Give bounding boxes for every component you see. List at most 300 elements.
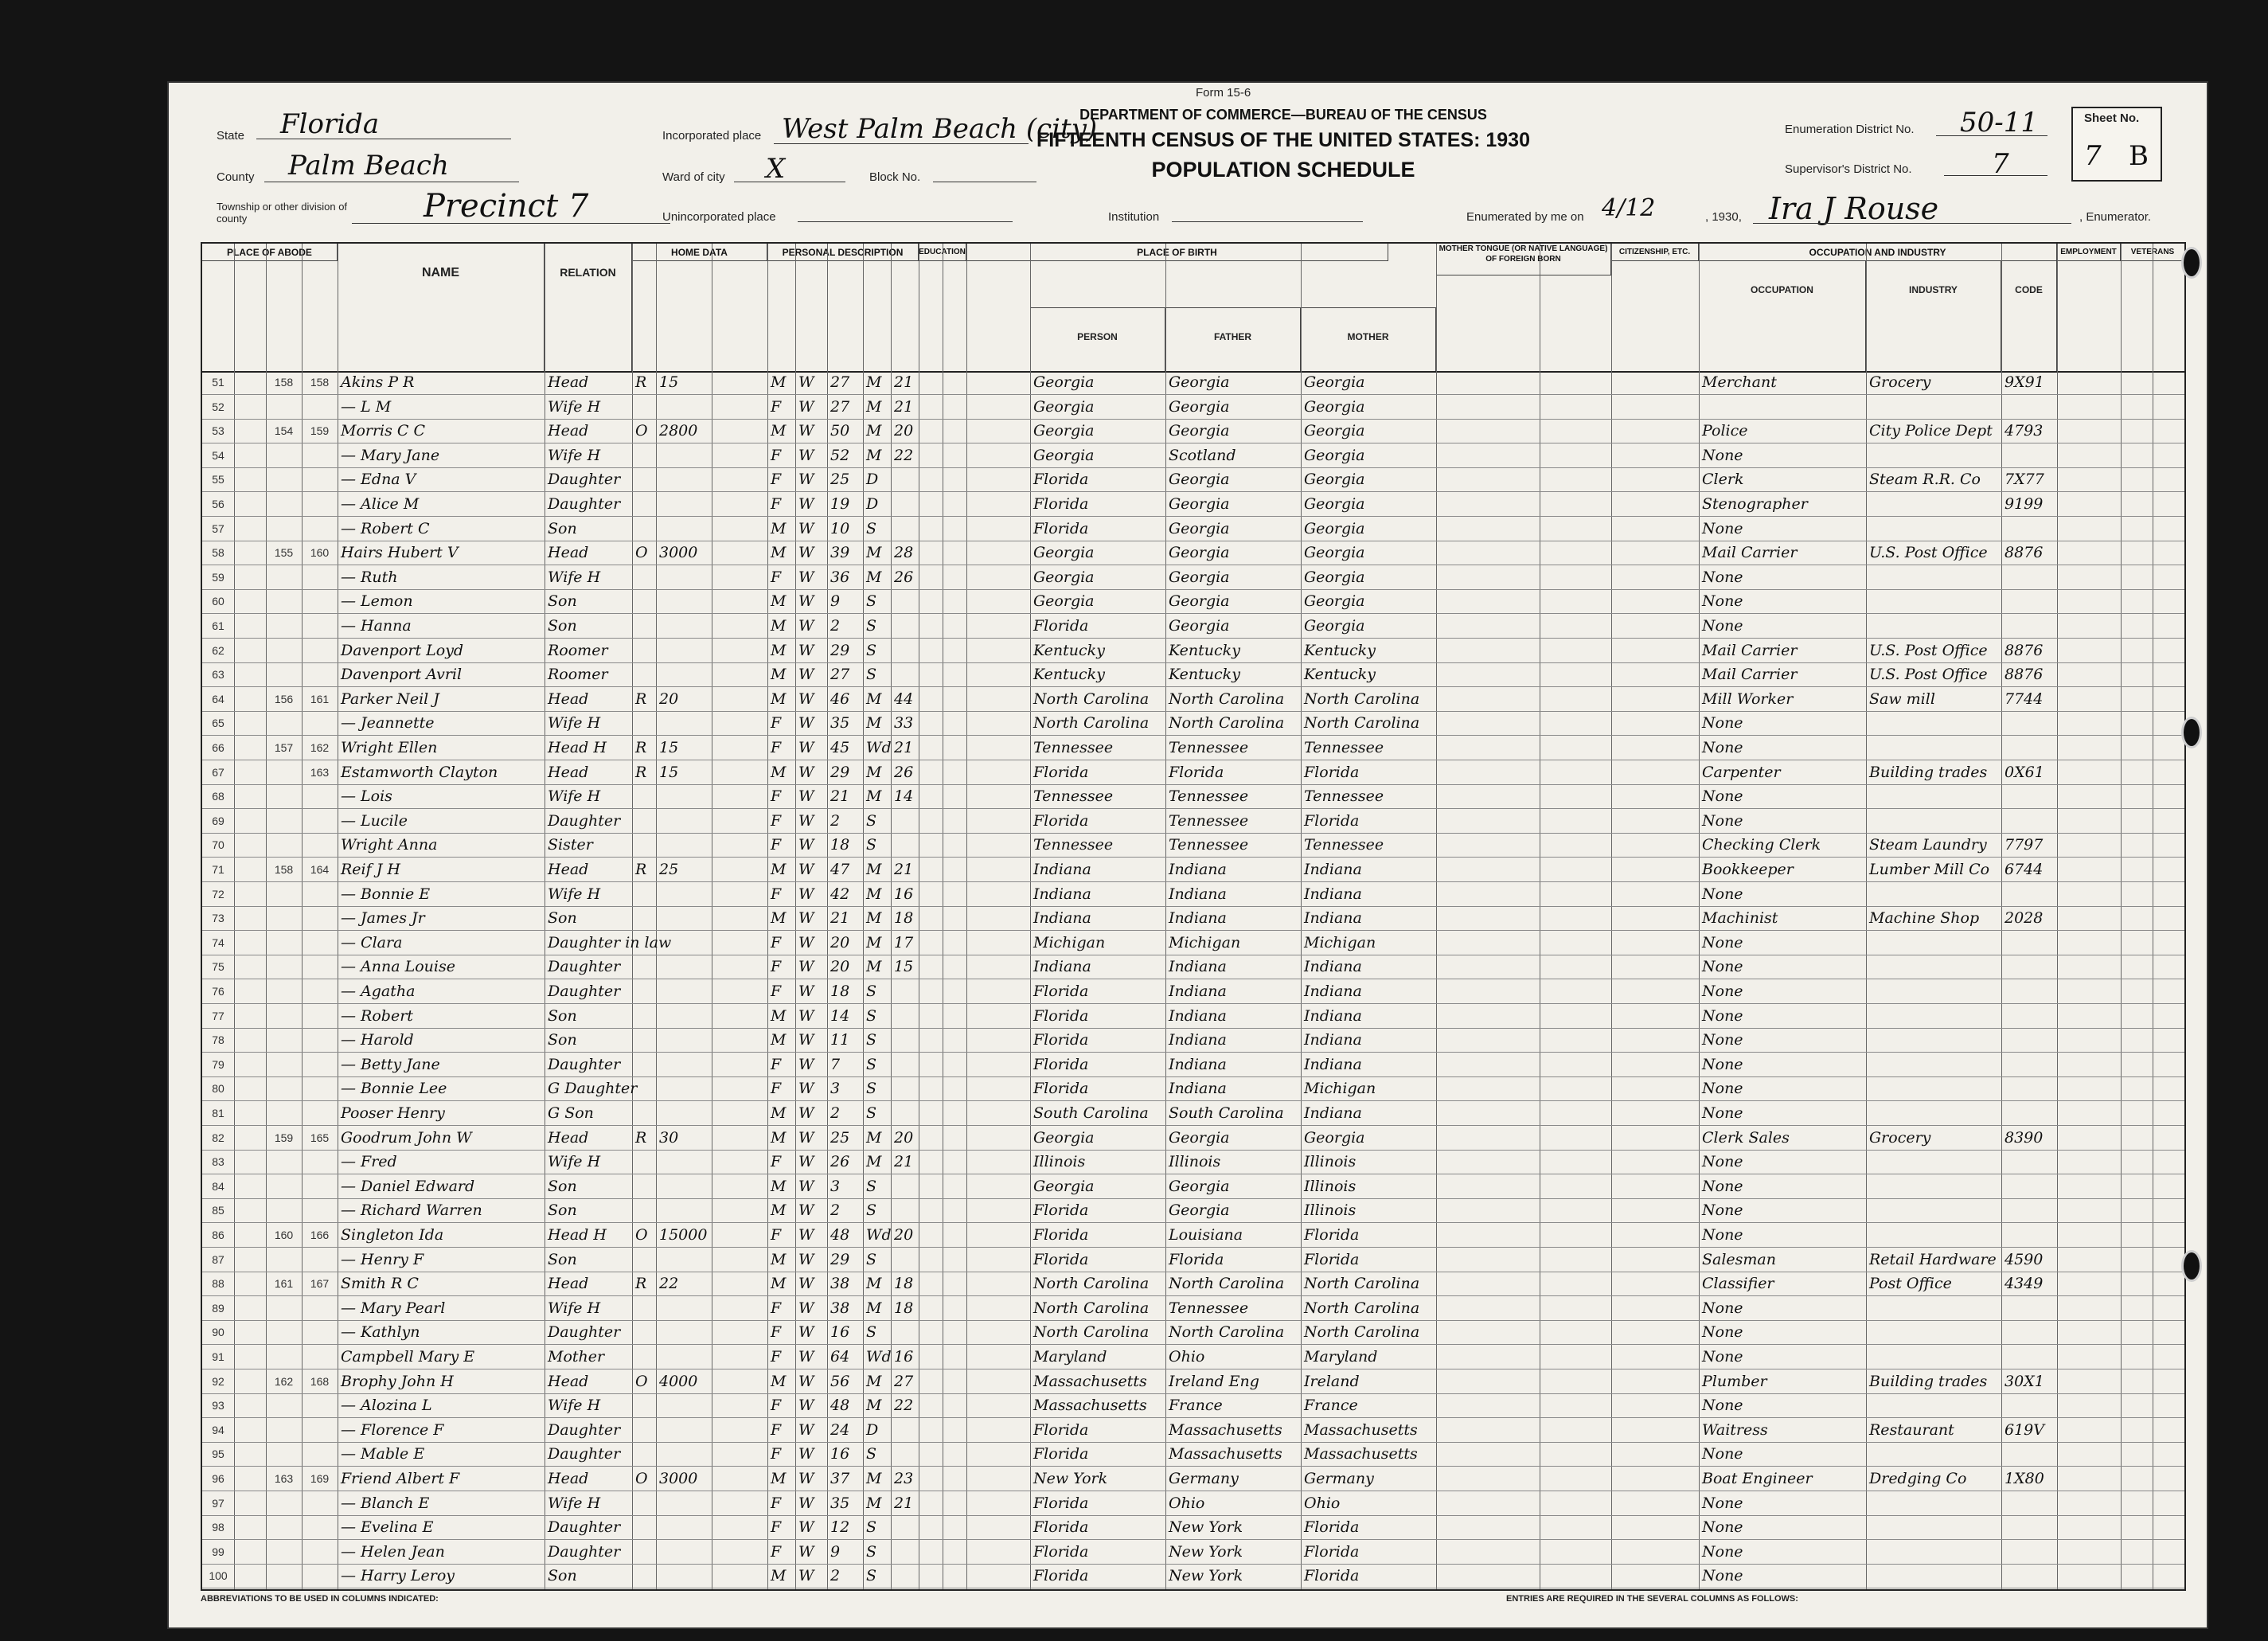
table-row — [202, 1077, 2184, 1101]
cell-agem: 20 — [894, 1128, 914, 1147]
cell-occ: None — [1702, 739, 1743, 756]
cell-age: 35 — [830, 714, 850, 733]
cell-ind: U.S. Post Office — [1869, 641, 1988, 659]
grid-header — [202, 244, 2184, 373]
cell-name: Pooser Henry — [341, 1104, 445, 1122]
cell-agem — [894, 1541, 919, 1564]
cell-fam — [302, 1029, 338, 1052]
cell-name: — Clara — [341, 933, 403, 951]
cell-age: 37 — [830, 1470, 850, 1487]
township-value: Precinct 7 — [424, 188, 589, 225]
cell-dwell — [266, 590, 302, 613]
cell-marital: S — [866, 1542, 877, 1561]
cell-ind: Steam Laundry — [1869, 836, 1987, 854]
cell-age: 24 — [830, 1420, 850, 1439]
cell-mpob: Georgia — [1304, 446, 1365, 464]
occupation-header: OCCUPATION — [1699, 261, 1866, 371]
cell-value: 4000 — [659, 1372, 698, 1390]
cell-name: Parker Neil J — [341, 690, 439, 708]
cell-agem — [894, 1248, 919, 1272]
cell-occ: Boat Engineer — [1702, 1470, 1813, 1487]
cell-tenure — [635, 1175, 656, 1198]
cell-pob: Georgia — [1033, 1128, 1095, 1147]
cell-code — [2005, 810, 2057, 833]
cell-code — [2005, 1297, 2057, 1320]
cell-value — [659, 1492, 712, 1515]
cell-occ: Stenographer — [1702, 495, 1808, 513]
cell-line: 58 — [212, 546, 224, 560]
cell-value — [659, 1394, 712, 1417]
cell-sex: M — [771, 641, 787, 659]
cell-fpob: Kentucky — [1169, 641, 1240, 659]
cell-pob: Florida — [1033, 1542, 1089, 1561]
cell-value — [659, 663, 712, 686]
cell-fam — [302, 1394, 338, 1417]
population-rows — [202, 371, 2184, 1589]
cell-race: W — [798, 763, 814, 781]
cell-tenure: R — [635, 1275, 647, 1293]
cell-ind — [1869, 444, 2001, 467]
cell-marital: M — [866, 1128, 882, 1147]
cell-marital: S — [866, 1104, 877, 1122]
cell-value — [659, 1077, 712, 1100]
cell-rel: Mother — [548, 1348, 605, 1366]
cell-sex: F — [771, 1299, 782, 1317]
cell-dwell: 163 — [274, 1472, 294, 1485]
cell-line: 88 — [212, 1277, 224, 1291]
cell-agem — [894, 493, 919, 516]
cell-marital: M — [866, 690, 882, 708]
cell-race: W — [798, 641, 814, 659]
cell-mpob: France — [1304, 1397, 1358, 1415]
cell-marital: M — [866, 373, 882, 391]
cell-sex: M — [771, 1250, 787, 1268]
cell-marital: M — [866, 1494, 882, 1512]
cell-name: — Mable E — [341, 1445, 425, 1463]
cell-sex: M — [771, 1177, 787, 1195]
cell-marital: M — [866, 1470, 882, 1487]
cell-pob: Georgia — [1033, 1177, 1095, 1195]
cell-race: W — [798, 909, 814, 928]
cell-race: W — [798, 471, 814, 489]
cell-rel: Son — [548, 1177, 577, 1195]
cell-fpob: Tennessee — [1169, 787, 1249, 806]
census-title: FIFTEENTH CENSUS OF THE UNITED STATES: 1930 — [1036, 129, 1530, 151]
cell-pob: Georgia — [1033, 373, 1095, 391]
table-row — [202, 1199, 2184, 1223]
cell-marital: M — [866, 1299, 882, 1317]
cell-race: W — [798, 1397, 814, 1415]
cell-mpob: Michigan — [1304, 933, 1376, 951]
cell-fam — [302, 955, 338, 979]
cell-marital: Wd — [866, 1348, 892, 1366]
cell-fpob: Georgia — [1169, 422, 1230, 440]
table-row — [202, 932, 2184, 955]
cell-age: 29 — [830, 763, 850, 781]
supervisor-line — [1944, 175, 2047, 176]
enum-district-line — [1936, 135, 2047, 136]
cell-agem: 21 — [894, 373, 914, 391]
cell-dwell: 159 — [274, 1131, 294, 1144]
cell-race: W — [798, 983, 814, 1000]
cell-occ: Classifier — [1702, 1275, 1774, 1293]
cell-ind: Saw mill — [1869, 690, 1935, 708]
table-row — [202, 907, 2184, 931]
cell-name: — Bonnie Lee — [341, 1080, 447, 1098]
cell-age: 16 — [830, 1445, 850, 1463]
cell-occ: Mail Carrier — [1702, 544, 1798, 562]
table-row — [202, 420, 2184, 443]
cell-code: 8876 — [2005, 666, 2044, 684]
cell-fpob: Indiana — [1169, 885, 1227, 903]
cell-age: 12 — [830, 1518, 850, 1537]
cell-occ — [1702, 396, 1866, 419]
cell-value — [659, 1565, 712, 1588]
cell-name: — Robert — [341, 1006, 413, 1025]
enumerated-label: Enumerated by me on — [1466, 210, 1584, 224]
cell-tenure — [635, 1248, 656, 1272]
incorporated-value: West Palm Beach (city) — [782, 113, 1098, 145]
cell-race: W — [798, 1323, 814, 1342]
cell-fam — [302, 518, 338, 541]
state-value: Florida — [280, 108, 380, 140]
supervisor-value: 7 — [1992, 148, 2009, 180]
cell-age: 10 — [830, 519, 850, 537]
cell-occ: None — [1702, 1080, 1743, 1098]
cell-fam — [302, 712, 338, 735]
cell-ind — [1869, 493, 2001, 516]
cell-value — [659, 712, 712, 735]
cell-age: 56 — [830, 1372, 850, 1390]
cell-fpob: Indiana — [1169, 1055, 1227, 1073]
cell-line: 60 — [212, 595, 224, 608]
table-row — [202, 663, 2184, 687]
cell-value — [659, 1321, 712, 1344]
table-row — [202, 1224, 2184, 1248]
cell-rel: Wife H — [548, 1494, 601, 1512]
cell-occ: Mill Worker — [1702, 690, 1794, 708]
table-row — [202, 1102, 2184, 1126]
cell-occ: None — [1702, 1397, 1743, 1415]
cell-line: 63 — [212, 668, 224, 682]
cell-code: 9X91 — [2005, 373, 2044, 391]
cell-ind — [1869, 736, 2001, 760]
cell-age: 2 — [830, 811, 841, 830]
cell-tenure — [635, 493, 656, 516]
cell-pob: North Carolina — [1033, 714, 1150, 733]
cell-rel: G Son — [548, 1104, 594, 1122]
cell-marital: S — [866, 1080, 877, 1098]
place-of-birth-header: PLACE OF BIRTH — [966, 244, 1388, 261]
cell-value — [659, 396, 712, 419]
cell-name: — Agatha — [341, 983, 416, 1000]
cell-ind — [1869, 1199, 2001, 1222]
cell-age: 36 — [830, 568, 850, 586]
cell-ind — [1869, 1443, 2001, 1466]
cell-agem: 17 — [894, 933, 914, 951]
cell-mpob: Georgia — [1304, 1128, 1365, 1147]
cell-line: 92 — [212, 1374, 224, 1388]
cell-agem: 18 — [894, 1275, 914, 1293]
cell-value — [659, 1346, 712, 1369]
cell-dwell — [266, 1175, 302, 1198]
cell-rel: Head — [548, 1128, 589, 1147]
cell-pob: Tennessee — [1033, 739, 1114, 756]
cell-sex: M — [771, 592, 787, 611]
cell-code — [2005, 590, 2057, 613]
cell-fam: 162 — [310, 741, 330, 754]
cell-fpob: North Carolina — [1169, 1323, 1285, 1342]
cell-tenure — [635, 444, 656, 467]
table-row — [202, 1492, 2184, 1516]
cell-agem — [894, 980, 919, 1003]
cell-value — [659, 980, 712, 1003]
cell-name: Davenport Avril — [341, 666, 463, 684]
cell-fam: 161 — [310, 692, 330, 705]
table-row — [202, 1005, 2184, 1029]
table-row — [202, 1419, 2184, 1443]
cell-pob: Georgia — [1033, 592, 1095, 611]
cell-fpob: New York — [1169, 1542, 1243, 1561]
enumerated-date: 4/12 — [1602, 194, 1656, 222]
enum-district-label: Enumeration District No. — [1785, 123, 1915, 136]
cell-line: 76 — [212, 985, 224, 998]
cell-ind — [1869, 1297, 2001, 1320]
cell-mpob: Georgia — [1304, 495, 1365, 513]
cell-fam — [302, 1053, 338, 1076]
cell-dwell — [266, 1565, 302, 1588]
cell-fpob: New York — [1169, 1518, 1243, 1537]
cell-rel: Wife H — [548, 1153, 601, 1171]
cell-marital: S — [866, 836, 877, 854]
cell-tenure — [635, 810, 656, 833]
cell-rel: Head — [548, 763, 589, 781]
cell-code — [2005, 1565, 2057, 1588]
cell-mpob: Tennessee — [1304, 787, 1384, 806]
cell-sex: F — [771, 1518, 782, 1537]
cell-value: 2800 — [659, 422, 698, 440]
cell-age: 16 — [830, 1323, 850, 1342]
cell-dwell — [266, 1419, 302, 1442]
cell-ind — [1869, 1175, 2001, 1198]
cell-fam — [302, 396, 338, 419]
cell-tenure — [635, 518, 656, 541]
cell-pob: North Carolina — [1033, 1323, 1150, 1342]
cell-marital: Wd — [866, 739, 892, 756]
cell-sex: F — [771, 836, 782, 854]
father-header: FATHER — [1165, 307, 1301, 371]
cell-value — [659, 615, 712, 638]
cell-fam — [302, 1443, 338, 1466]
cell-rel: Son — [548, 617, 577, 635]
cell-mpob: Indiana — [1304, 885, 1362, 903]
cell-value — [659, 1248, 712, 1272]
cell-rel: Son — [548, 1031, 577, 1049]
cell-fam: 165 — [310, 1131, 330, 1144]
cell-age: 2 — [830, 1567, 841, 1585]
cell-dwell — [266, 785, 302, 808]
cell-line: 65 — [212, 717, 224, 730]
cell-occ: None — [1702, 933, 1743, 951]
cell-occ: Plumber — [1702, 1372, 1767, 1390]
cell-pob: Georgia — [1033, 446, 1095, 464]
cell-code — [2005, 1053, 2057, 1076]
table-row — [202, 468, 2184, 492]
cell-fam — [302, 493, 338, 516]
cell-sex: F — [771, 1323, 782, 1342]
cell-ind: U.S. Post Office — [1869, 544, 1988, 562]
cell-race: W — [798, 495, 814, 513]
cell-code — [2005, 615, 2057, 638]
cell-mpob: Georgia — [1304, 471, 1365, 489]
cell-age: 38 — [830, 1275, 850, 1293]
cell-code: 7797 — [2005, 836, 2044, 854]
cell-ind — [1869, 1224, 2001, 1247]
cell-sex: M — [771, 373, 787, 391]
cell-mpob: Indiana — [1304, 861, 1362, 878]
cell-ind — [1869, 566, 2001, 589]
cell-value — [659, 518, 712, 541]
cell-mpob: Indiana — [1304, 909, 1362, 928]
cell-sex: F — [771, 568, 782, 586]
cell-agem — [894, 1321, 919, 1344]
cell-rel: Head H — [548, 1226, 607, 1244]
cell-line: 91 — [212, 1350, 224, 1363]
cell-age: 52 — [830, 446, 850, 464]
cell-code — [2005, 1443, 2057, 1466]
cell-agem: 26 — [894, 763, 914, 781]
cell-value — [659, 468, 712, 491]
cell-pob: Massachusetts — [1033, 1397, 1147, 1415]
cell-value — [659, 444, 712, 467]
cell-sex: M — [771, 861, 787, 878]
cell-dwell — [266, 1541, 302, 1564]
cell-fam — [302, 883, 338, 906]
cell-race: W — [798, 811, 814, 830]
cell-age: 20 — [830, 933, 850, 951]
cell-code — [2005, 736, 2057, 760]
cell-race: W — [798, 1006, 814, 1025]
cell-mpob: Georgia — [1304, 592, 1365, 611]
cell-agem: 23 — [894, 1470, 914, 1487]
cell-race: W — [798, 544, 814, 562]
cell-pob: Florida — [1033, 1567, 1089, 1585]
cell-marital: M — [866, 1372, 882, 1390]
cell-ind: Building trades — [1869, 763, 1988, 781]
cell-race: W — [798, 1567, 814, 1585]
table-row — [202, 834, 2184, 858]
cell-name: Akins P R — [341, 373, 415, 391]
cell-marital: M — [866, 397, 882, 416]
cell-race: W — [798, 519, 814, 537]
cell-tenure — [635, 955, 656, 979]
cell-rel: Wife H — [548, 885, 601, 903]
cell-pob: Indiana — [1033, 958, 1091, 976]
cell-sex: F — [771, 471, 782, 489]
cell-code: 9199 — [2005, 495, 2044, 513]
cell-name: Reif J H — [341, 861, 400, 878]
cell-age: 48 — [830, 1226, 850, 1244]
table-row — [202, 955, 2184, 979]
cell-marital: S — [866, 1031, 877, 1049]
cell-value: 30 — [659, 1128, 679, 1147]
cell-marital: M — [866, 958, 882, 976]
cell-age: 2 — [830, 1104, 841, 1122]
cell-line: 94 — [212, 1423, 224, 1436]
cell-tenure: O — [635, 544, 648, 562]
cell-agem — [894, 810, 919, 833]
schedule-title: POPULATION SCHEDULE — [1151, 158, 1415, 182]
cell-rel: Daughter — [548, 1445, 621, 1463]
education-header: EDUCATION — [919, 244, 966, 261]
cell-line: 85 — [212, 1204, 224, 1217]
cell-line: 54 — [212, 448, 224, 462]
enumerator-line — [1753, 223, 2071, 224]
cell-sex: F — [771, 1226, 782, 1244]
cell-line: 72 — [212, 887, 224, 901]
cell-occ: None — [1702, 811, 1743, 830]
cell-dwell — [266, 1516, 302, 1539]
cell-occ: None — [1702, 714, 1743, 733]
cell-dwell — [266, 712, 302, 735]
cell-marital: S — [866, 1323, 877, 1342]
cell-marital: S — [866, 666, 877, 684]
cell-fpob: France — [1169, 1397, 1223, 1415]
cell-sex: F — [771, 958, 782, 976]
cell-sex: F — [771, 1397, 782, 1415]
cell-value — [659, 1297, 712, 1320]
table-row — [202, 1467, 2184, 1491]
cell-occ: Mail Carrier — [1702, 666, 1798, 684]
cell-tenure — [635, 1565, 656, 1588]
cell-value: 22 — [659, 1275, 679, 1293]
cell-code — [2005, 1077, 2057, 1100]
cell-agem: 21 — [894, 397, 914, 416]
cell-fam — [302, 907, 338, 930]
cell-agem — [894, 1029, 919, 1052]
cell-fam — [302, 1297, 338, 1320]
cell-occ: None — [1702, 1006, 1743, 1025]
cell-line: 100 — [209, 1569, 228, 1583]
table-row — [202, 1541, 2184, 1565]
cell-agem: 16 — [894, 885, 914, 903]
cell-name: Wright Anna — [341, 836, 438, 854]
cell-fam — [302, 1419, 338, 1442]
cell-pob: Florida — [1033, 1055, 1089, 1073]
cell-occ: None — [1702, 592, 1743, 611]
cell-agem: 44 — [894, 690, 914, 708]
cell-name: — Edna V — [341, 471, 416, 489]
cell-ind: Machine Shop — [1869, 909, 1980, 928]
cell-line: 98 — [212, 1521, 224, 1534]
cell-value — [659, 907, 712, 930]
cell-value — [659, 566, 712, 589]
footer — [201, 1592, 2183, 1624]
cell-code — [2005, 1516, 2057, 1539]
cell-rel: G Daughter — [548, 1080, 638, 1098]
cell-marital: S — [866, 641, 877, 659]
cell-marital: S — [866, 592, 877, 611]
cell-race: W — [798, 1372, 814, 1390]
cell-fpob: Georgia — [1169, 1177, 1230, 1195]
cell-value: 15 — [659, 763, 679, 781]
cell-fam — [302, 1077, 338, 1100]
cell-code — [2005, 883, 2057, 906]
cell-occ: None — [1702, 885, 1743, 903]
cell-rel: Son — [548, 1250, 577, 1268]
cell-tenure: O — [635, 422, 648, 440]
cell-dwell — [266, 761, 302, 784]
